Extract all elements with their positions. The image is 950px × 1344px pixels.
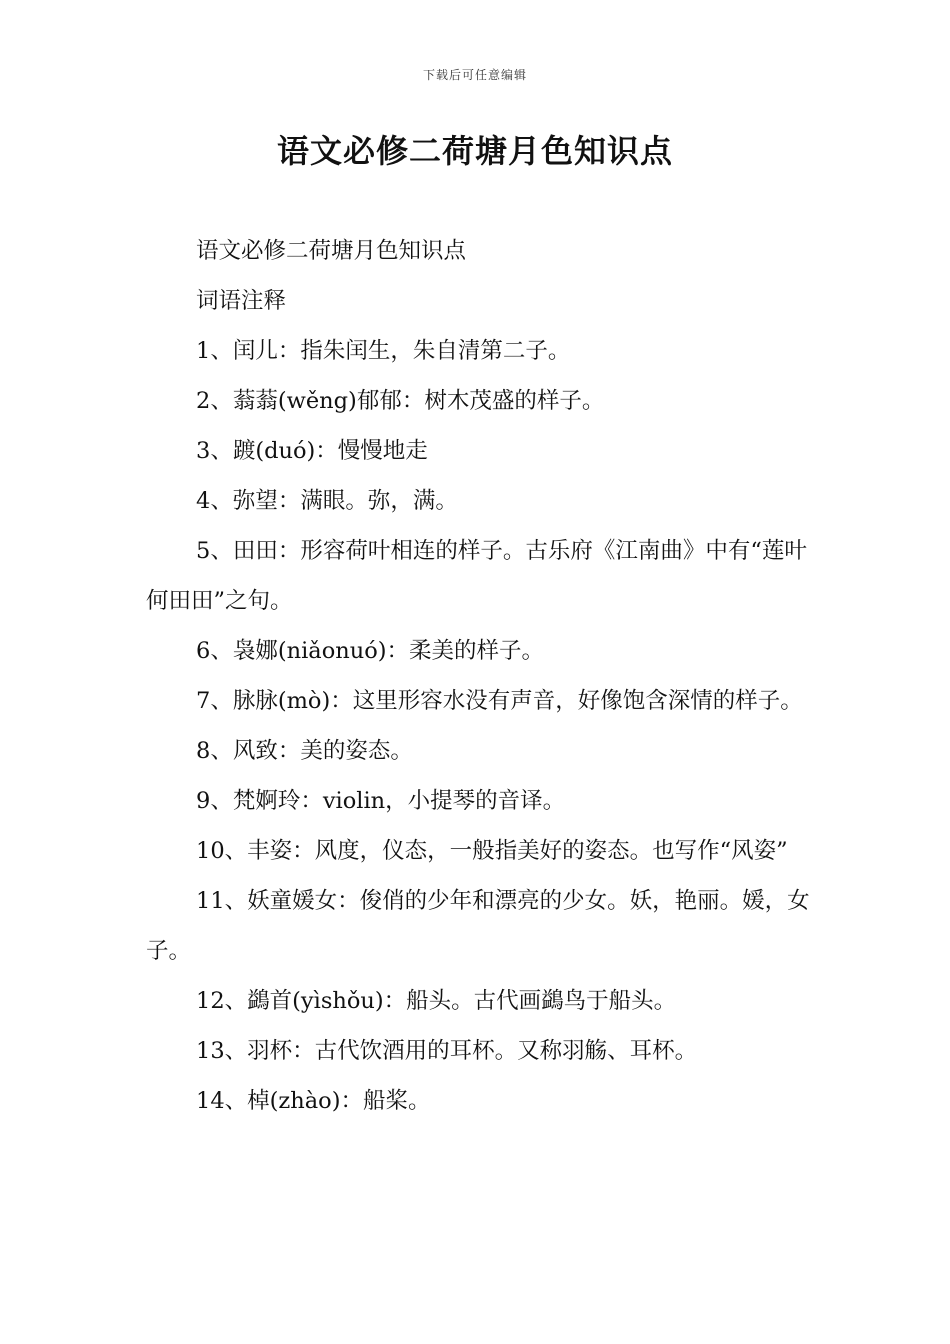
annotation-item: 6、袅娜(niǎonuó)：柔美的样子。 (196, 638, 545, 664)
annotation-item: 7、脉脉(mò)：这里形容水没有声音，好像饱含深情的样子。 (196, 688, 803, 714)
annotation-item: 4、弥望：满眼。弥，满。 (196, 488, 458, 514)
annotation-item: 10、丰姿：风度，仪态，一般指美好的姿态。也写作“风姿” (196, 838, 788, 864)
annotation-item: 12、鷁首(yìshǒu)：船头。古代画鷁鸟于船头。 (196, 988, 677, 1014)
annotation-item: 9、梵婀玲：violin，小提琴的音译。 (196, 788, 566, 814)
annotation-item: 14、棹(zhào)：船桨。 (196, 1088, 431, 1114)
annotation-item: 13、羽杯：古代饮酒用的耳杯。又称羽觞、耳杯。 (196, 1038, 698, 1064)
header-note: 下载后可任意编辑 (422, 68, 527, 82)
annotation-item: 1、闰儿：指朱闰生，朱自清第二子。 (196, 338, 571, 364)
annotation-item: 5、田田：形容荷叶相连的样子。古乐府《江南曲》中有“莲叶何田田”之句。 (146, 538, 807, 614)
document-title: 语文必修二荷塘月色知识点 (276, 132, 673, 170)
body-paragraph: 语文必修二荷塘月色知识点 (196, 238, 467, 264)
annotation-item: 3、踱(duó)：慢慢地走 (196, 438, 428, 464)
annotation-item: 11、妖童媛女：俊俏的少年和漂亮的少女。妖，艳丽。媛，女子。 (146, 888, 810, 964)
annotation-item: 2、蓊蓊(wěng)郁郁：树木茂盛的样子。 (196, 388, 605, 414)
annotation-item: 8、风致：美的姿态。 (196, 738, 413, 764)
section-heading: 词语注释 (196, 288, 287, 314)
document-body (146, 226, 828, 1126)
